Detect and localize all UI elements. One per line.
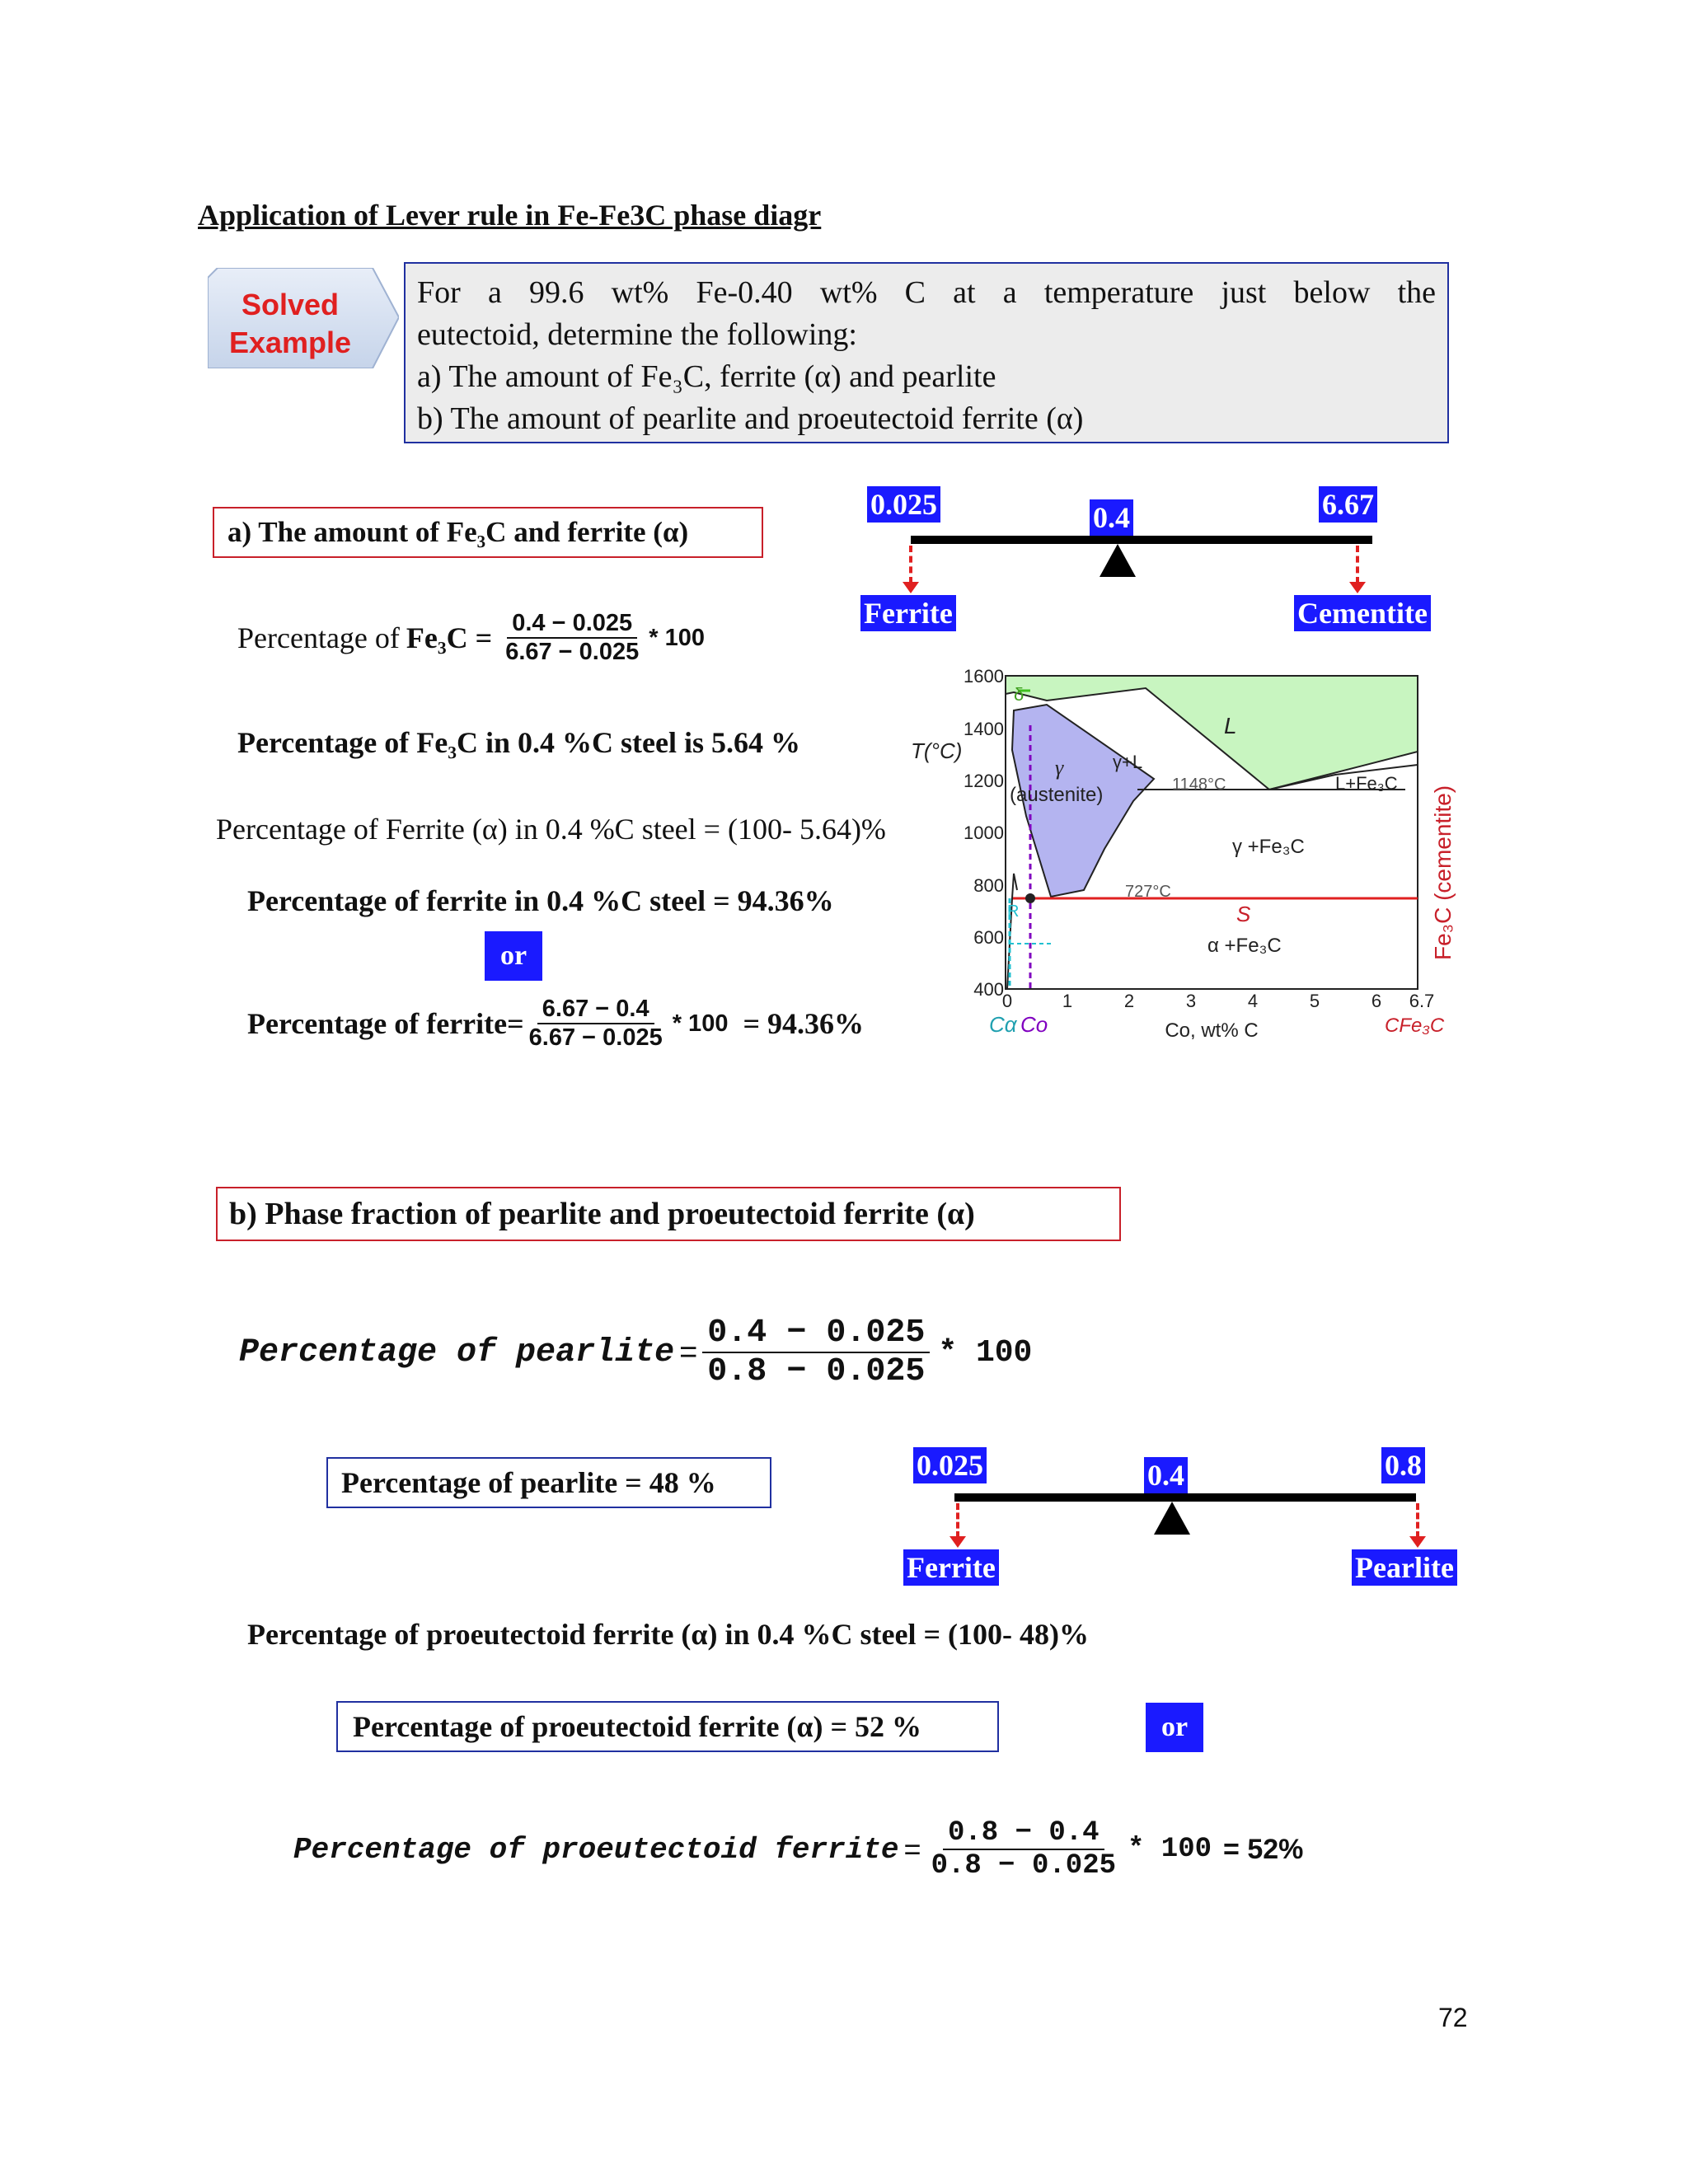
x-tick-5: 5 [1309,991,1320,1011]
x-tick-3: 3 [1185,991,1197,1011]
fe3c-denominator: 6.67 − 0.025 [505,639,640,665]
label-727: 727°C [1125,883,1171,901]
problem-item-b: b) The amount of pearlite and proeutectoid ferrite (α) [417,401,1084,436]
label-alpha-Fe3C: α +Fe₃C [1207,935,1282,957]
lever-a-right-arrowhead [1349,582,1366,593]
lever-a-right-value: 6.67 [1319,486,1377,523]
proeutectoid-line: Percentage of proeutectoid ferrite (α) in 0.4 %C steel = (100- 48)% [247,1618,1089,1651]
x-tick-6: 6 [1371,991,1382,1011]
solved-example-badge [208,268,399,368]
ferrite2-result: = 94.36% [743,1007,864,1040]
lever-b-beam [954,1493,1416,1502]
right-axis-label: Fe₃C (cementite) [1430,785,1456,960]
proeut2-numerator: 0.8 − 0.4 [943,1817,1104,1850]
badge-line-1: Solved [241,288,340,321]
pearlite-result: Percentage of pearlite = 48 % [326,1457,771,1508]
y-tick-1000: 1000 [964,823,1004,843]
problem-statement [404,262,1449,443]
c-fe3c-label: CFe₃C [1385,1015,1445,1037]
page-title: Application of Lever rule in Fe-Fe3C phase diagr [198,199,822,232]
pearlite-times: * 100 [938,1334,1033,1371]
y-tick-800: 800 [973,875,1004,896]
ferrite2-numerator: 6.67 − 0.4 [537,996,654,1024]
x-tick-6-7: 6.7 [1409,991,1435,1011]
lever-b-right-label: Pearlite [1352,1549,1457,1586]
or-tag-b: or [1146,1703,1203,1752]
y-tick-400: 400 [973,979,1004,1000]
lever-b-right-arrow [1416,1503,1419,1538]
x-axis-label: Co, wt% C [1165,1019,1259,1042]
problem-line-2: eutectoid, determine the following: [417,317,857,352]
label-gamma-L: γ+L [1113,752,1143,772]
ferrite-result: Percentage of ferrite in 0.4 %C steel = 94.36% [247,884,834,917]
ferrite2-equation [247,996,864,1052]
pearlite-eq: = [679,1334,698,1370]
proeutectoid-equation [293,1817,1303,1882]
phase-diagram [907,659,1467,1055]
lever-b-left-arrowhead [950,1536,966,1548]
y-tick-600: 600 [973,927,1004,948]
fe3c-equation [237,610,705,666]
x-ticks [1002,991,1434,1011]
proeut2-label: Percentage of proeutectoid ferrite [293,1832,899,1867]
ferrite2-denominator: 6.67 − 0.025 [528,1024,663,1051]
x-tick-1: 1 [1062,991,1073,1011]
lever-b-left-label: Ferrite [903,1549,999,1586]
y-ticks [964,666,1004,1000]
c-alpha-label: Cα [989,1012,1017,1037]
y-tick-1400: 1400 [964,719,1004,739]
label-1148: 1148°C [1172,776,1226,794]
fe3c-numerator: 0.4 − 0.025 [507,610,637,639]
x-tick-0: 0 [1001,991,1013,1011]
lever-b-left-arrow [956,1503,959,1538]
fe3c-result: Percentage of Fe₃C in 0.4 %C steel is 5.64 % [237,726,800,759]
lever-b-right-value: 0.8 [1381,1447,1425,1483]
point-R [1025,893,1035,903]
lever-b-mid-value: 0.4 [1144,1457,1188,1493]
label-gamma-Fe3C: γ +Fe₃C [1232,836,1305,858]
pearlite-label: Percentage of pearlite [239,1333,675,1371]
label-austenite: (austenite) [1010,784,1104,806]
x-tick-4: 4 [1247,991,1259,1011]
page-number: 72 [1438,2003,1468,2032]
problem-line-1: For a 99.6 wt% Fe-0.40 wt% C at a temperature just below the [417,275,1436,310]
part-b-heading: b) Phase fraction of pearlite and proeutectoid ferrite (α) [216,1187,1121,1241]
pearlite-denominator: 0.8 − 0.025 [707,1353,926,1390]
ferrite2-label: Percentage of ferrite= [247,1007,524,1040]
pearlite-equation [239,1315,1032,1390]
label-R: R [1007,902,1020,921]
lever-a-left-value: 0.025 [867,486,940,523]
lever-a-beam [911,536,1372,544]
label-S: S [1236,902,1251,926]
proeut2-denominator: 0.8 − 0.025 [931,1850,1116,1882]
part-a-heading: a) The amount of Fe₃C and ferrite (α) [213,507,763,558]
proeutectoid-result: Percentage of proeutectoid ferrite (α) = 52 % [336,1701,999,1752]
fe3c-label: Percentage of [237,621,400,654]
lever-a-mid-value: 0.4 [1090,499,1133,536]
lever-b-fulcrum [1154,1502,1190,1535]
y-axis-label: T(°C) [911,738,963,763]
or-tag-a: or [485,931,542,981]
y-tick-1600: 1600 [964,666,1004,687]
x-tick-2: 2 [1123,991,1135,1011]
ferrite2-times: * 100 [672,1010,729,1037]
y-tick-1200: 1200 [964,771,1004,791]
ferrite-line: Percentage of Ferrite (α) in 0.4 %C steel = (100- 5.64)% [216,813,886,846]
lever-a-left-label: Ferrite [860,595,956,631]
lever-a-right-arrow [1356,546,1359,583]
pearlite-numerator: 0.4 − 0.025 [702,1315,930,1353]
proeut2-eq: = [903,1832,921,1866]
lever-b-right-arrowhead [1409,1536,1426,1548]
lever-b-left-value: 0.025 [913,1447,987,1483]
label-delta: δ [1014,684,1025,705]
fe3c-times: * 100 [649,624,705,651]
problem-item-a: a) The amount of Fe₃C, ferrite (α) and pearlite [417,359,996,394]
badge-line-2: Example [228,326,352,359]
lever-a-right-label: Cementite [1294,595,1431,631]
proeut2-result: = 52% [1223,1833,1304,1865]
label-L: L [1224,713,1237,738]
lever-a-left-arrowhead [903,582,919,593]
lever-a-fulcrum [1100,544,1136,577]
fe3c-label-bold: Fe₃C = [406,621,493,654]
label-L-Fe3C: L+Fe₃C [1335,773,1398,794]
lever-a-left-arrow [909,546,912,583]
label-gamma: γ [1055,756,1064,780]
proeut2-times: * 100 [1128,1834,1212,1865]
c-o-label: Co [1020,1012,1048,1037]
